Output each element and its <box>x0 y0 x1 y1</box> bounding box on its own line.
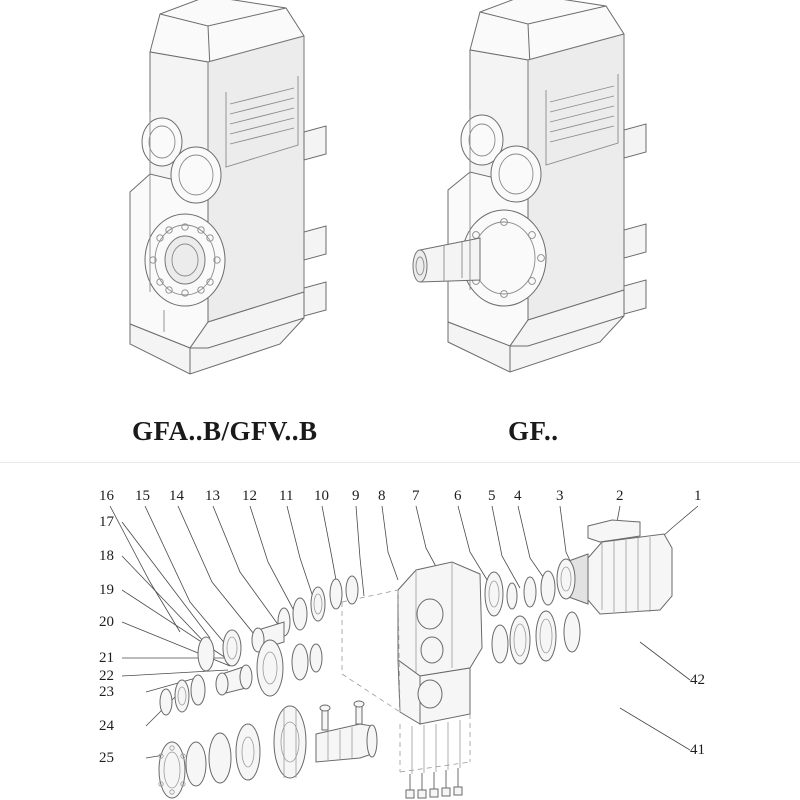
callout-4: 4 <box>514 488 522 504</box>
callout-3: 3 <box>556 488 564 504</box>
callout-15: 15 <box>135 488 150 504</box>
gearbox-drawing-gf <box>400 0 710 392</box>
callout-7: 7 <box>412 488 420 504</box>
caption-gf: GF.. <box>508 416 559 446</box>
callout-42: 42 <box>690 672 705 688</box>
callout-2: 2 <box>616 488 624 504</box>
callout-41: 41 <box>690 742 705 758</box>
callout-5: 5 <box>488 488 496 504</box>
callout-1: 1 <box>694 488 702 504</box>
callout-12: 12 <box>242 488 257 504</box>
callout-13: 13 <box>205 488 220 504</box>
callout-24: 24 <box>99 718 114 734</box>
callout-6: 6 <box>454 488 462 504</box>
callout-14: 14 <box>169 488 184 504</box>
callout-10: 10 <box>314 488 329 504</box>
callout-25: 25 <box>99 750 114 766</box>
callout-11: 11 <box>279 488 294 504</box>
callout-18: 18 <box>99 548 114 564</box>
callout-16: 16 <box>99 488 114 504</box>
callout-22: 22 <box>99 668 114 684</box>
callout-17: 17 <box>99 514 114 530</box>
callout-23: 23 <box>99 684 114 700</box>
exploded-view <box>0 462 800 800</box>
callout-9: 9 <box>352 488 360 504</box>
callout-20: 20 <box>99 614 114 630</box>
callout-19: 19 <box>99 582 114 598</box>
callout-8: 8 <box>378 488 386 504</box>
gearbox-drawing-gfab <box>90 0 390 392</box>
callout-21: 21 <box>99 650 114 666</box>
caption-gfab: GFA..B/GFV..B <box>132 416 318 446</box>
